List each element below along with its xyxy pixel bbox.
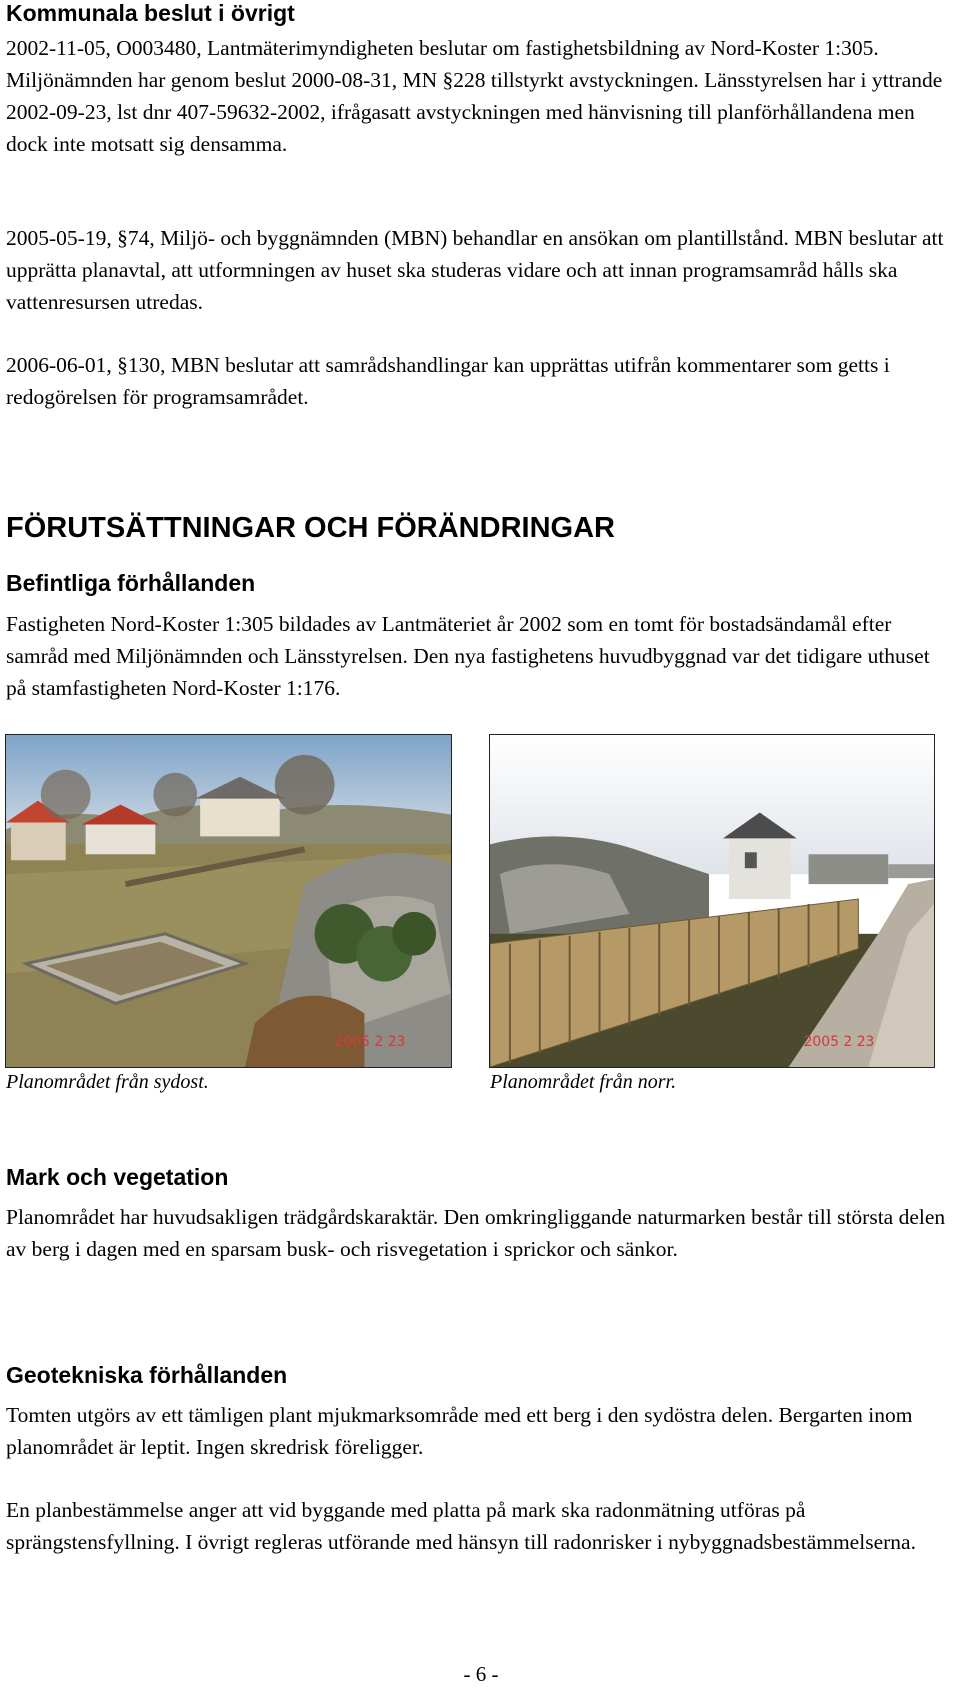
- photo-planomradet-sydost: [5, 734, 452, 1068]
- page-number: - 6 -: [463, 1662, 499, 1686]
- heading-mark-och-vegetation: Mark och vegetation: [6, 1164, 229, 1190]
- heading-befintliga-forhallanden: Befintliga förhållanden: [6, 570, 256, 596]
- photo-norr-date-stamp: 2005 2 23: [803, 1034, 875, 1051]
- paragraph-beslut-2002: 2002-11-05, O003480, Lantmäterimyndigheten beslutar om fastighetsbildning av Nord-Koster 1:305. Miljönämnden har genom beslut 2000-08-31, MN §228 tillstyrkt avstyckningen. Länsstyrelsen har i yttrande 2002-09-23, lst dnr 407-59632-2002, ifrågasatt avstyckningen med hänvisning till planförhållandena men dock inte motsatt sig densamma.: [6, 36, 943, 156]
- paragraph-befintliga: Fastigheten Nord-Koster 1:305 bildades av Lantmäteriet år 2002 som en tomt för bostadsändamål efter samråd med Miljönämnden och Länsstyrelsen. Den nya fastighetens huvudbyggnad var det tidigare uthuset på stamfastigheten Nord-Koster 1:176.: [6, 612, 930, 700]
- photo-norr-image: [490, 735, 934, 1067]
- heading-forutsattningar: FÖRUTSÄTTNINGAR OCH FÖRÄNDRINGAR: [6, 512, 615, 544]
- heading-kommunala-beslut: Kommunala beslut i övrigt: [6, 0, 295, 26]
- paragraph-radon: En planbestämmelse anger att vid byggande med platta på mark ska radonmätning utföras på sprängstensfyllning. I övrigt regleras utförande med hänsyn till radonrisker i nybyggnadsbestämmelserna.: [6, 1498, 916, 1554]
- paragraph-beslut-2006: 2006-06-01, §130, MBN beslutar att samrådshandlingar kan upprättas utifrån kommentarer som getts i redogörelsen för programsamrådet.: [6, 353, 890, 409]
- caption-sydost: Planområdet från sydost.: [6, 1071, 209, 1093]
- paragraph-beslut-2005: 2005-05-19, §74, Miljö- och byggnämnden (MBN) behandlar en ansökan om plantillstånd. MBN beslutar att upprätta planavtal, att utformningen av huset ska studeras vidare och att innan programsamråd hålls ska vattenresursen utredas.: [6, 226, 944, 314]
- paragraph-geoteknik: Tomten utgörs av ett tämligen plant mjukmarksområde med ett berg i den sydöstra delen. Bergarten inom planområdet är leptit. Ingen skredrisk föreligger.: [6, 1403, 913, 1459]
- photo-planomradet-norr: [489, 734, 935, 1068]
- photo-sydost-date-stamp: 2005 2 23: [334, 1034, 406, 1051]
- paragraph-mark-och-vegetation: Planområdet har huvudsakligen trädgårdskaraktär. Den omkringliggande naturmarken består till största delen av berg i dagen med en sparsam busk- och risvegetation i sprickor och sänkor.: [6, 1205, 946, 1261]
- photo-sydost-image: [6, 735, 451, 1067]
- heading-geotekniska-forhallanden: Geotekniska förhållanden: [6, 1362, 288, 1388]
- caption-norr: Planområdet från norr.: [490, 1071, 677, 1093]
